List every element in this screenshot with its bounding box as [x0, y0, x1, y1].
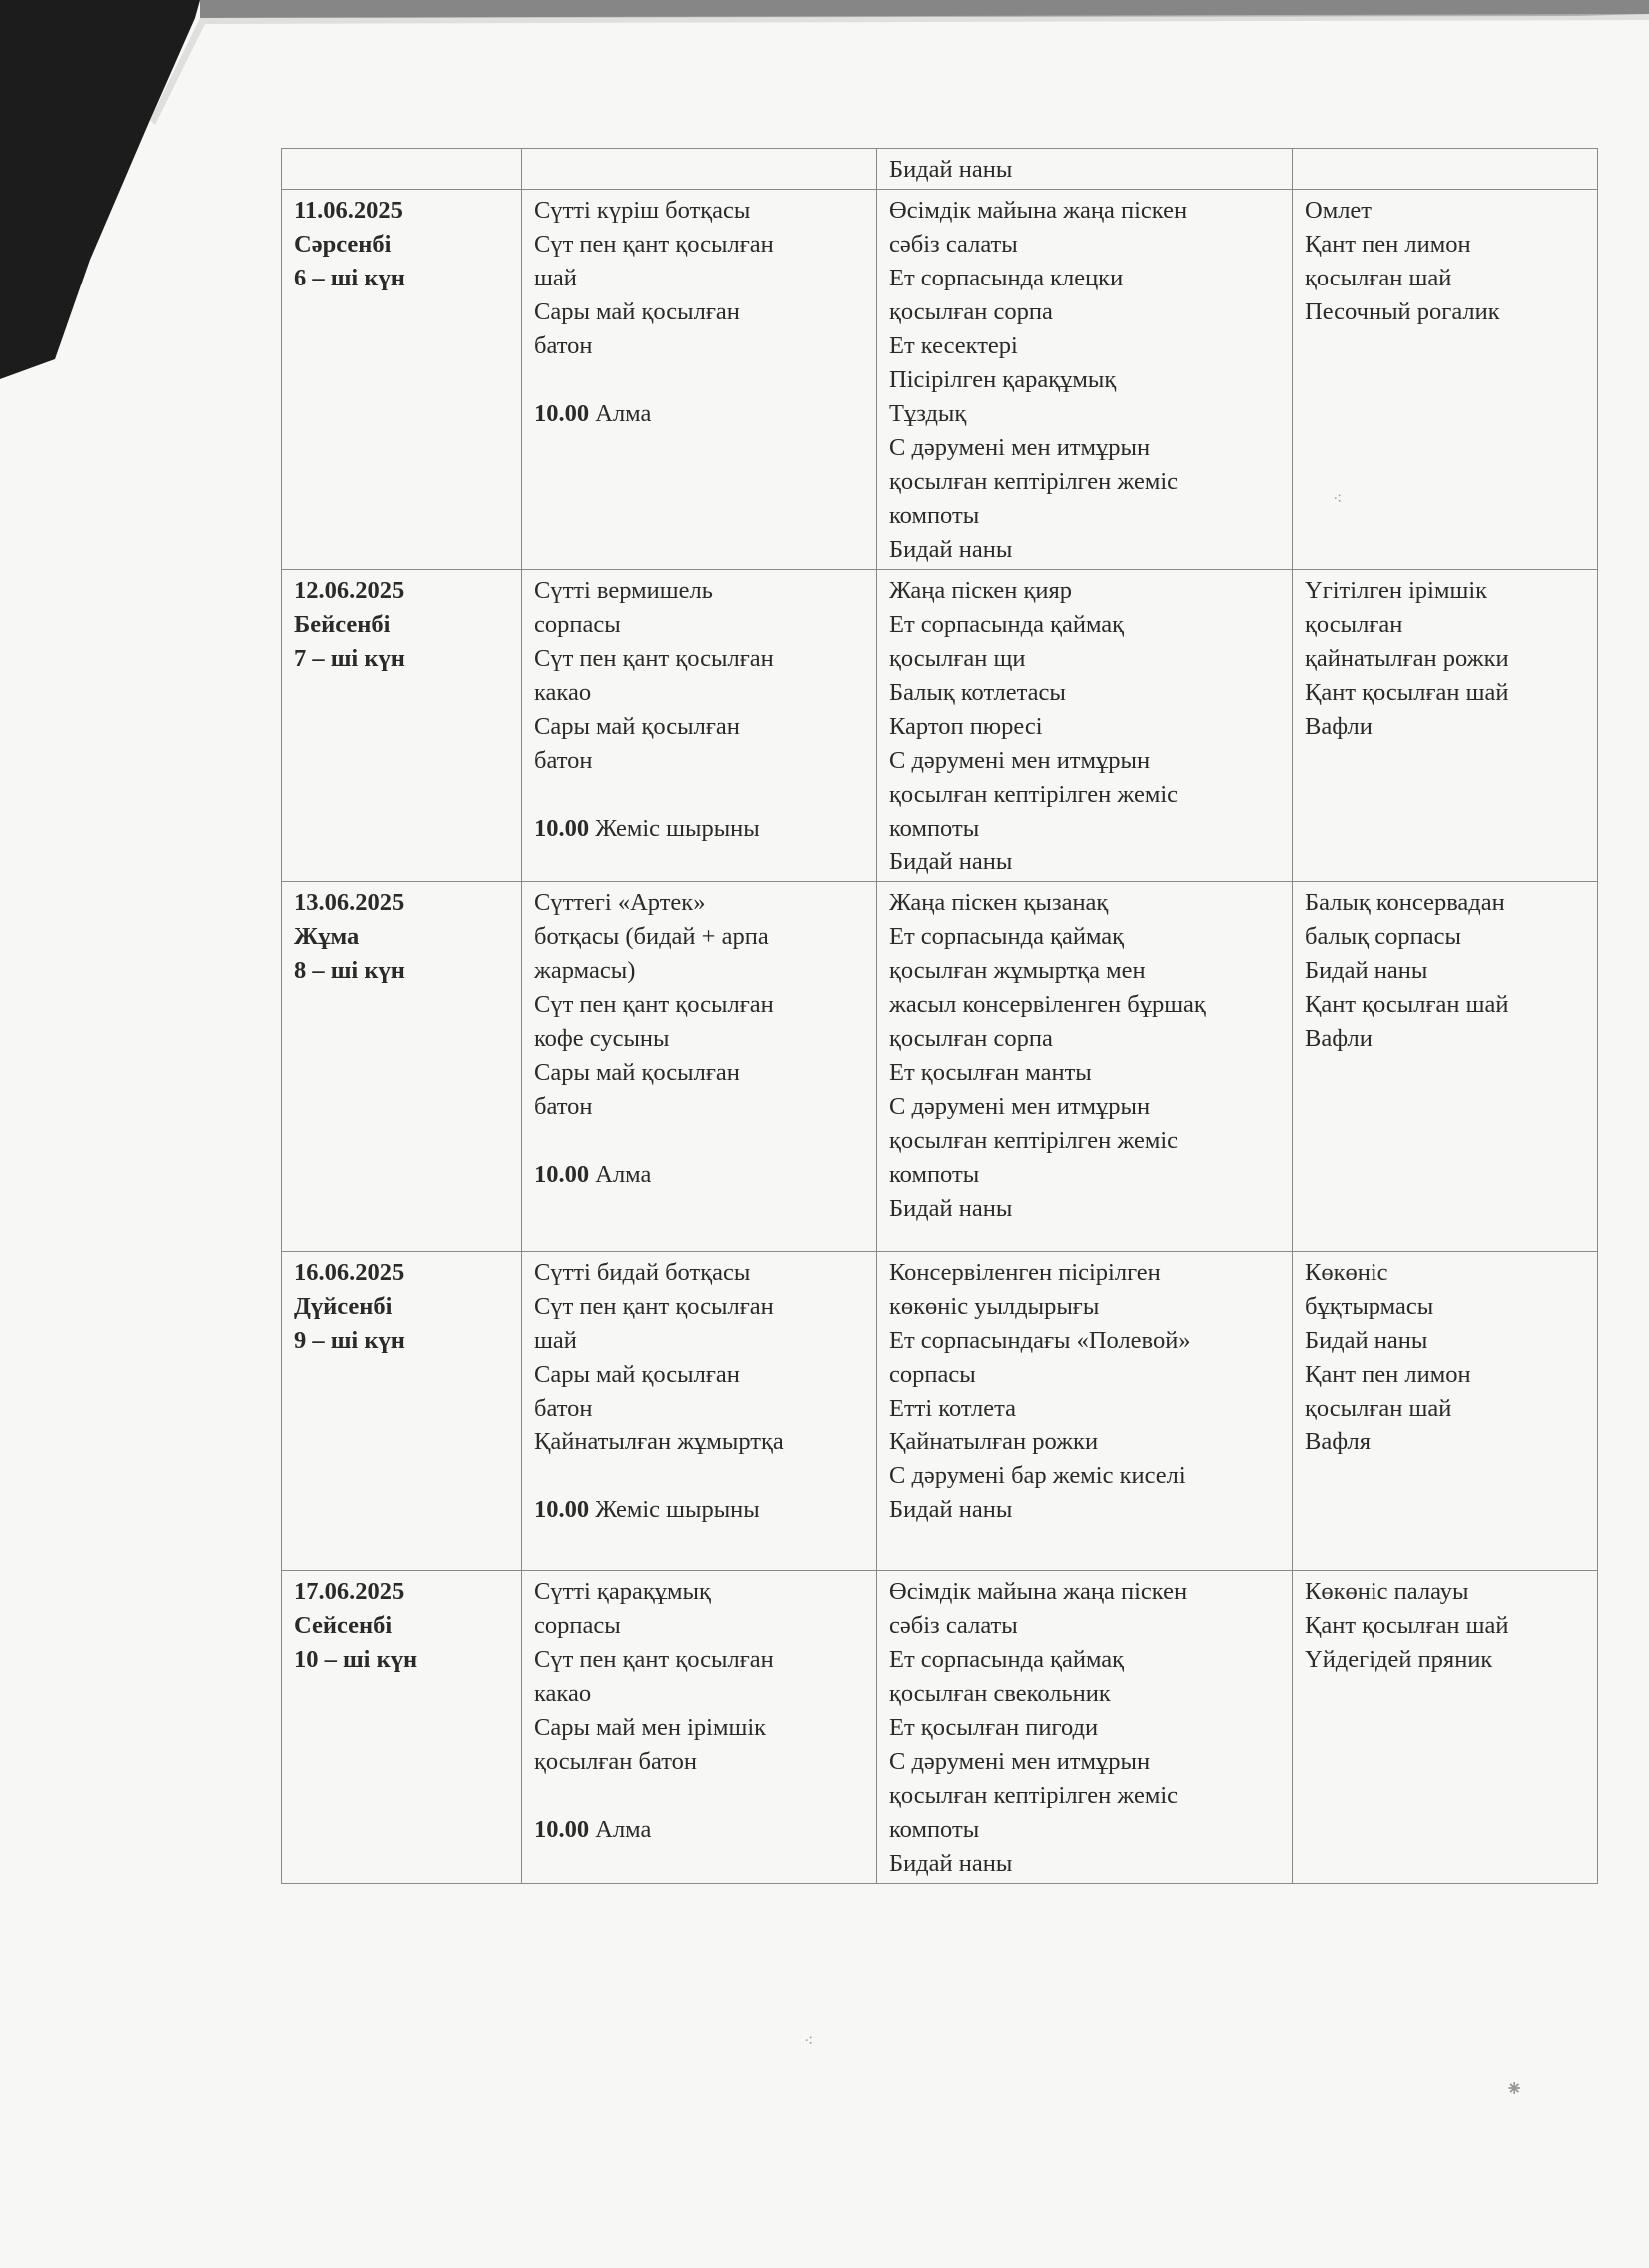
spacer — [534, 363, 866, 397]
breakfast-item: Сары май қосылған — [534, 1059, 740, 1086]
lunch-item: Жаңа піскен қызанақ — [889, 889, 1109, 916]
breakfast-cell — [522, 882, 877, 1252]
snack-time: 10.00 — [534, 400, 590, 427]
lunch-item: компоты — [889, 1161, 980, 1188]
weekday-text: Сәрсенбі — [294, 231, 392, 258]
lunch-item: Жаңа піскен қияр — [889, 577, 1073, 604]
lunch-item: Консервіленген пісірілген — [889, 1259, 1161, 1286]
snack-item: Жеміс шырыны — [589, 815, 760, 842]
lunch-item: Бидай наны — [889, 1496, 1013, 1523]
afternoon-item: Көкөніс — [1305, 1259, 1388, 1286]
breakfast-item: батон — [534, 1395, 593, 1421]
afternoon-cell — [1293, 190, 1598, 570]
date-text: 11.06.2025 — [294, 197, 403, 224]
lunch-item: С дәрумені мен итмұрын — [889, 1748, 1151, 1775]
lunch-cell — [877, 570, 1293, 882]
scan-speck: ⁖ — [1333, 491, 1343, 508]
breakfast-item: батон — [534, 1093, 593, 1120]
breakfast-item: Сары май қосылған — [534, 298, 740, 325]
lunch-item: Балық котлетасы — [889, 679, 1066, 706]
breakfast-item: Сары май қосылған — [534, 713, 740, 740]
afternoon-item: Көкөніс палауы — [1305, 1578, 1469, 1605]
lunch-item: Бидай наны — [889, 1195, 1013, 1222]
weekday-text: Дүйсенбі — [294, 1293, 393, 1320]
afternoon-item: қосылған шай — [1305, 265, 1452, 291]
spacer — [534, 778, 866, 812]
lunch-item: қосылған кептірілген жеміс — [889, 1127, 1179, 1154]
table-row — [282, 1252, 1598, 1571]
snack-time: 10.00 — [534, 815, 590, 842]
day-number-text: 9 – шi күн — [294, 1327, 405, 1354]
day-cell — [282, 1571, 522, 1884]
breakfast-item: Сары май мен ірімшік — [534, 1714, 767, 1741]
breakfast-item: какао — [534, 679, 592, 706]
breakfast-item: Сүт пен қант қосылған — [534, 991, 774, 1018]
afternoon-item: Үгітілген ірімшік — [1305, 577, 1488, 604]
breakfast-item: Сүтті бидай ботқасы — [534, 1259, 751, 1286]
afternoon-item: Омлет — [1305, 197, 1373, 224]
lunch-item: Пісірілген қарақұмық — [889, 366, 1117, 393]
breakfast-item: қосылған батон — [534, 1748, 697, 1775]
day-cell — [282, 570, 522, 882]
menu-table — [281, 148, 1598, 1884]
lunch-item: Етті котлета — [889, 1395, 1016, 1421]
lunch-item: С дәрумені бар жеміс киселі — [889, 1462, 1186, 1489]
afternoon-cell — [1293, 1571, 1598, 1884]
lunch-item: қосылған сорпа — [889, 1025, 1053, 1052]
afternoon-item: Қант пен лимон — [1305, 1361, 1471, 1388]
lunch-item: қосылған щи — [889, 645, 1026, 672]
lunch-item: Ет сорпасында қаймақ — [889, 611, 1125, 638]
table-row — [282, 1571, 1598, 1884]
date-text: 16.06.2025 — [294, 1259, 405, 1286]
lunch-item: Ет сорпасында клецки — [889, 265, 1124, 291]
breakfast-item: Сүт пен қант қосылған — [534, 231, 774, 258]
breakfast-item: Сүтті вермишель — [534, 577, 713, 604]
afternoon-item: қосылған — [1305, 611, 1403, 638]
breakfast-item: батон — [534, 747, 593, 774]
lunch-item: Ет кесектері — [889, 332, 1018, 359]
afternoon-item: Бидай наны — [1305, 1327, 1428, 1354]
afternoon-item: Қант қосылған шай — [1305, 679, 1509, 706]
lunch-item: Бидай наны — [889, 849, 1013, 875]
breakfast-item: Сүт пен қант қосылған — [534, 645, 774, 672]
table-row — [282, 882, 1598, 1252]
snack-line — [534, 1813, 866, 1847]
lunch-item: Ет қосылған пигоди — [889, 1714, 1099, 1741]
lunch-item: Өсімдік майына жаңа піскен — [889, 197, 1188, 224]
date-text: 12.06.2025 — [294, 577, 405, 604]
spacer — [534, 1779, 866, 1813]
date-text: 13.06.2025 — [294, 889, 405, 916]
breakfast-item: шай — [534, 1327, 577, 1354]
header-row — [282, 149, 1598, 190]
day-cell — [282, 1252, 522, 1571]
snack-line — [534, 1158, 866, 1192]
afternoon-cell — [1293, 882, 1598, 1252]
lunch-item: Ет сорпасындағы «Полевой» — [889, 1327, 1191, 1354]
breakfast-item: Сүттегі «Артек» — [534, 889, 706, 916]
spacer — [534, 1124, 866, 1158]
header-day-cell — [282, 149, 522, 190]
scan-speck: ⁖ — [804, 2033, 814, 2050]
breakfast-item: Сары май қосылған — [534, 1361, 740, 1388]
lunch-item: С дәрумені мен итмұрын — [889, 434, 1151, 461]
afternoon-item: Бидай наны — [1305, 957, 1428, 984]
header-lunch-cell: Бидай наны — [877, 149, 1293, 190]
lunch-item: сәбіз салаты — [889, 231, 1018, 258]
lunch-item: Картоп пюресі — [889, 713, 1043, 740]
lunch-item: қосылған свекольник — [889, 1680, 1111, 1707]
lunch-cell — [877, 190, 1293, 570]
snack-line — [534, 1493, 866, 1527]
lunch-cell — [877, 1571, 1293, 1884]
lunch-cell — [877, 1252, 1293, 1571]
snack-item: Алма — [589, 1816, 652, 1843]
breakfast-item: Сүт пен қант қосылған — [534, 1646, 774, 1673]
lunch-item: қосылған кептірілген жеміс — [889, 781, 1179, 808]
lunch-item: Бидай наны — [889, 1850, 1013, 1877]
table-row — [282, 190, 1598, 570]
afternoon-item: Балық консервадан — [1305, 889, 1505, 916]
lunch-item: жасыл консервіленген бұршақ — [889, 991, 1206, 1018]
lunch-item: Тұздық — [889, 400, 967, 427]
lunch-item: Ет сорпасында қаймақ — [889, 923, 1125, 950]
afternoon-item: қайнатылған рожки — [1305, 645, 1509, 672]
afternoon-item: Вафли — [1305, 713, 1373, 740]
breakfast-item: ботқасы (бидай + арпа — [534, 923, 769, 950]
day-number-text: 10 – шi күн — [294, 1646, 418, 1673]
table-row — [282, 570, 1598, 882]
breakfast-cell — [522, 190, 877, 570]
weekday-text: Бейсенбі — [294, 611, 391, 638]
header-snack-cell — [1293, 149, 1598, 190]
afternoon-item: балық сорпасы — [1305, 923, 1461, 950]
breakfast-cell — [522, 1571, 877, 1884]
lunch-item: көкөніс уылдырығы — [889, 1293, 1100, 1320]
afternoon-item: Қант қосылған шай — [1305, 1612, 1509, 1639]
lunch-item: қосылған жұмыртқа мен — [889, 957, 1146, 984]
snack-time: 10.00 — [534, 1161, 590, 1188]
breakfast-item: Қайнатылған жұмыртқа — [534, 1428, 784, 1455]
breakfast-item: Сүтті қарақұмық — [534, 1578, 711, 1605]
breakfast-item: Сүт пен қант қосылған — [534, 1293, 774, 1320]
lunch-item: сәбіз салаты — [889, 1612, 1018, 1639]
snack-item: Жеміс шырыны — [589, 1496, 760, 1523]
snack-item: Алма — [589, 400, 652, 427]
day-cell — [282, 190, 522, 570]
lunch-item: қосылған кептірілген жеміс — [889, 468, 1179, 495]
afternoon-cell — [1293, 1252, 1598, 1571]
weekday-text: Жұма — [294, 923, 360, 950]
day-number-text: 8 – шi күн — [294, 957, 405, 984]
snack-item: Алма — [589, 1161, 652, 1188]
day-cell — [282, 882, 522, 1252]
lunch-item: компоты — [889, 502, 980, 529]
spacer — [534, 1459, 866, 1493]
breakfast-item: кофе сусыны — [534, 1025, 670, 1052]
lunch-item: Бидай наны — [889, 536, 1013, 563]
breakfast-item: Сүтті күріш ботқасы — [534, 197, 751, 224]
breakfast-item: жармасы) — [534, 957, 636, 984]
snack-time: 10.00 — [534, 1816, 590, 1843]
header-breakfast-cell — [522, 149, 877, 190]
lunch-cell — [877, 882, 1293, 1252]
breakfast-item: сорпасы — [534, 1612, 621, 1639]
lunch-item: Ет қосылған манты — [889, 1059, 1092, 1086]
breakfast-cell — [522, 570, 877, 882]
weekday-text: Сейсенбі — [294, 1612, 393, 1639]
breakfast-item: батон — [534, 332, 593, 359]
breakfast-item: шай — [534, 265, 577, 291]
afternoon-item: Қант пен лимон — [1305, 231, 1471, 258]
lunch-item: қосылған сорпа — [889, 298, 1053, 325]
snack-time: 10.00 — [534, 1496, 590, 1523]
scan-speck: ⁕ — [1505, 2076, 1524, 2101]
date-text: 17.06.2025 — [294, 1578, 405, 1605]
breakfast-item: какао — [534, 1680, 592, 1707]
lunch-item: С дәрумені мен итмұрын — [889, 747, 1151, 774]
lunch-item: сорпасы — [889, 1361, 976, 1388]
lunch-item: Ет сорпасында қаймақ — [889, 1646, 1125, 1673]
afternoon-item: қосылған шай — [1305, 1395, 1452, 1421]
lunch-item: қосылған кептірілген жеміс — [889, 1782, 1179, 1809]
breakfast-cell — [522, 1252, 877, 1571]
lunch-item: Өсімдік майына жаңа піскен — [889, 1578, 1188, 1605]
afternoon-item: бұқтырмасы — [1305, 1293, 1434, 1320]
afternoon-item: Вафля — [1305, 1428, 1371, 1455]
lunch-item: Қайнатылған рожки — [889, 1428, 1099, 1455]
day-number-text: 6 – шi күн — [294, 265, 405, 291]
afternoon-cell — [1293, 570, 1598, 882]
afternoon-item: Песочный рогалик — [1305, 298, 1500, 325]
afternoon-item: Қант қосылған шай — [1305, 991, 1509, 1018]
lunch-item: С дәрумені мен итмұрын — [889, 1093, 1151, 1120]
afternoon-item: Вафли — [1305, 1025, 1373, 1052]
breakfast-item: сорпасы — [534, 611, 621, 638]
afternoon-item: Үйдегідей пряник — [1305, 1646, 1493, 1673]
day-number-text: 7 – шi күн — [294, 645, 405, 672]
snack-line — [534, 812, 866, 846]
snack-line — [534, 397, 866, 431]
lunch-item: компоты — [889, 1816, 980, 1843]
lunch-item: компоты — [889, 815, 980, 842]
